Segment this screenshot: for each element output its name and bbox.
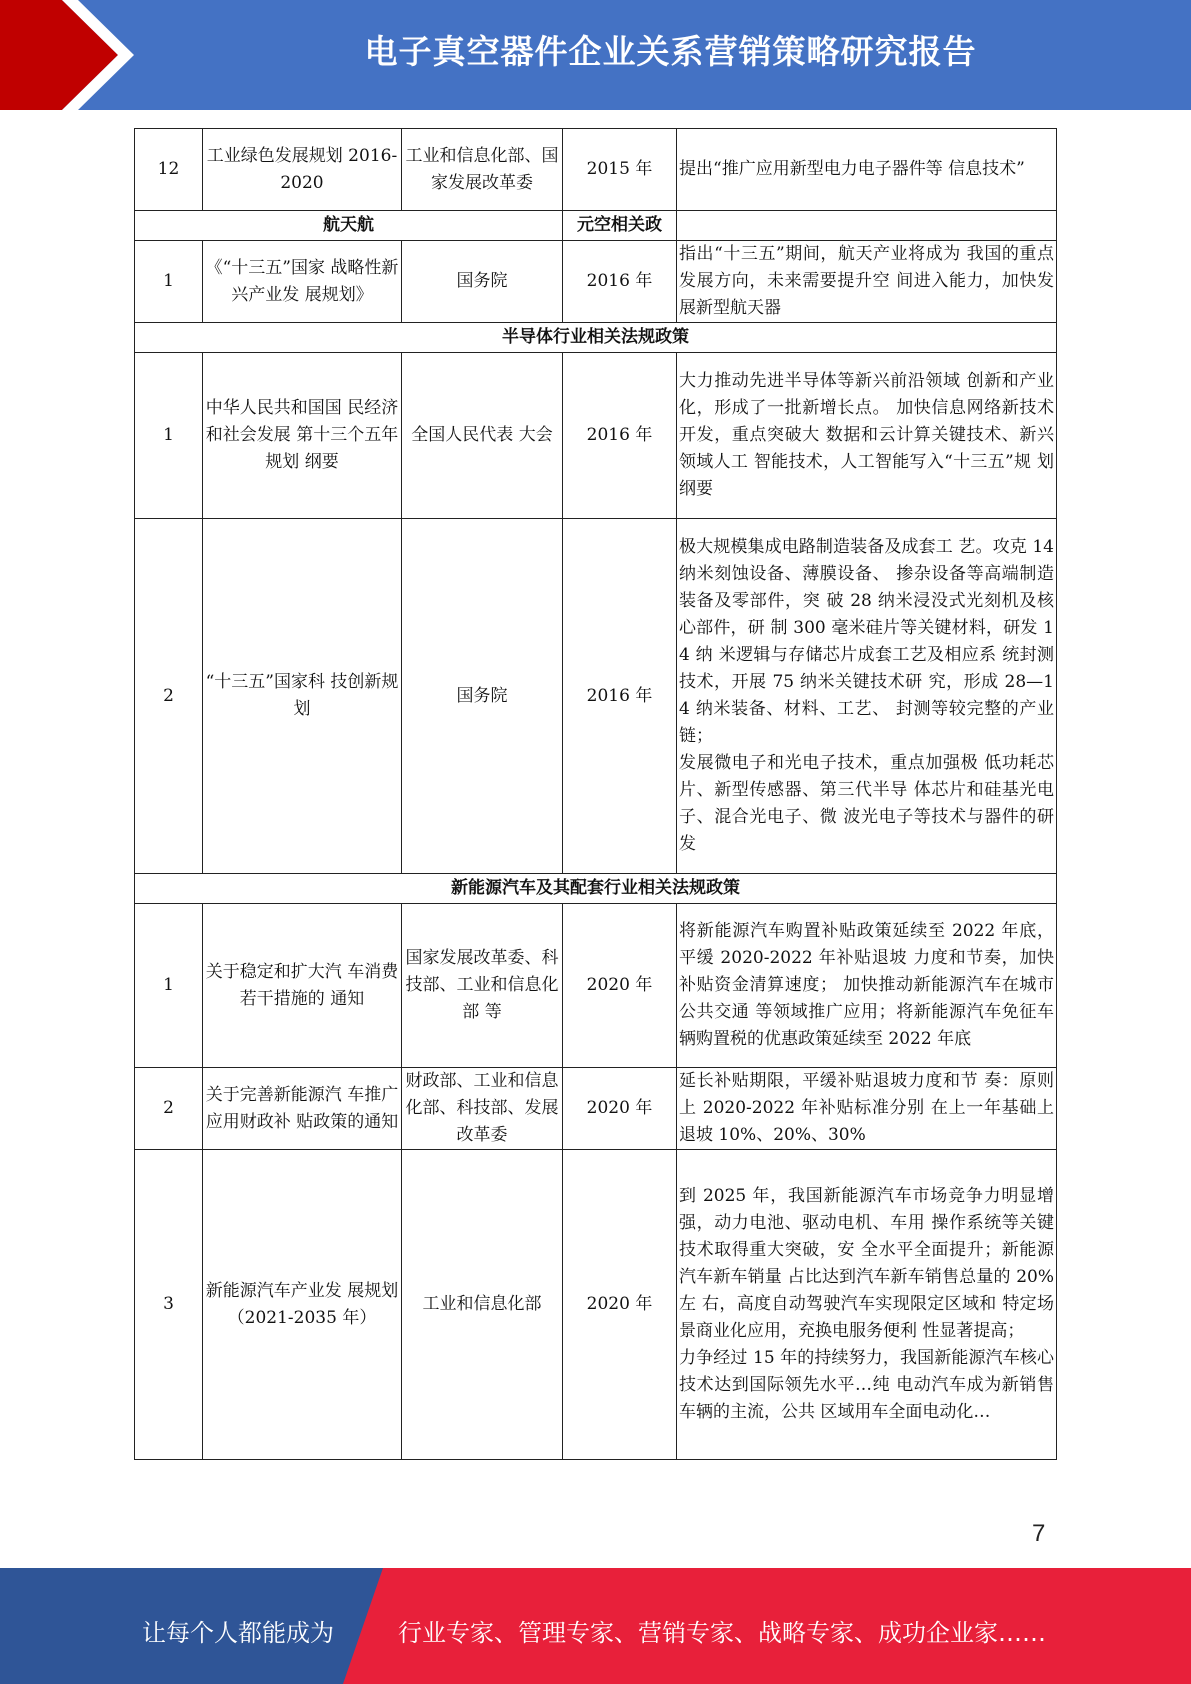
content-paragraph: 极大规模集成电路制造装备及成套工 艺。攻克 14 纳米刻蚀设备、薄膜设备、 掺杂设备等高端制造装备及零部件，突 破 28 纳米浸没式光刻机及核心部件，研 制 300 毫米硅片等关键材料，研发 14 纳 米逻辑与存储芯片成套工艺及相应系 统封测技术，开展 75 纳米关键技术研 究，形成 28—14 纳米装备、材料、工艺、 封测等较完整的产业链； <box>679 537 1054 746</box>
issuing-org: 工业和信息化部、国家发展改革委 <box>402 129 563 211</box>
content-paragraph: 发展微电子和光电子技术，重点加强极 低功耗芯片、新型传感器、第三代半导 体芯片和硅基光电子、混合光电子、微 波光电子等技术与器件的研发 <box>679 753 1054 854</box>
section-title: 新能源汽车及其配套行业相关法规政策 <box>135 874 1057 904</box>
red-arrow-icon <box>0 0 150 110</box>
row-number: 3 <box>135 1150 203 1460</box>
policy-name: 《“十三五”国家 战略性新兴产业发 展规划》 <box>203 241 402 323</box>
policy-name: 关于完善新能源汽 车推广应用财政补 贴政策的通知 <box>203 1068 402 1150</box>
footer-slogan-left: 让每个人都能成为 <box>142 1619 334 1647</box>
issuing-org: 国家发展改革委、科技部、工业和信息化部 等 <box>402 904 563 1068</box>
issuing-org: 财政部、工业和信息化部、科技部、发展改革委 <box>402 1068 563 1150</box>
section-title: 航天航 <box>135 211 563 241</box>
policy-table <box>134 128 1057 1460</box>
table-row <box>135 1068 1057 1150</box>
section-row-semiconductor <box>135 323 1057 353</box>
content-paragraph: 到 2025 年，我国新能源汽车市场竞争力明显增强，动力电池、驱动电机、车用 操作系统等关键技术取得重大突破，安 全水平全面提升；新能源汽车新车销量 占比达到汽车新车销售总量的 20%左 右，高度自动驾驶汽车实现限定区域和 特定场景商业化应用，充换电服务便利 性显著提高； <box>679 1186 1054 1341</box>
issue-year: 2020 年 <box>563 1068 677 1150</box>
issuing-org: 全国人民代表 大会 <box>402 353 563 519</box>
report-title: 电子真空器件企业关系营销策略研究报告 <box>364 32 977 71</box>
empty-cell <box>677 211 1057 241</box>
issuing-org: 国务院 <box>402 519 563 874</box>
policy-name: 新能源汽车产业发 展规划 （2021-2035 年） <box>203 1150 402 1460</box>
row-number: 1 <box>135 353 203 519</box>
policy-content: 提出“推广应用新型电力电子器件等 信息技术” <box>677 129 1057 211</box>
row-number: 1 <box>135 241 203 323</box>
table-row <box>135 241 1057 323</box>
issue-year: 2015 年 <box>563 129 677 211</box>
footer-banner <box>0 1568 1191 1684</box>
section-title: 半导体行业相关法规政策 <box>135 323 1057 353</box>
footer-slogan-right: 行业专家、管理专家、营销专家、战略专家、成功企业家…… <box>398 1619 1046 1647</box>
table-row <box>135 353 1057 519</box>
section-row-aerospace <box>135 211 1057 241</box>
issue-year: 2020 年 <box>563 1150 677 1460</box>
content-paragraph: 力争经过 15 年的持续努力，我国新能源汽车核心技术达到国际领先水平…纯 电动汽车成为新销售车辆的主流，公共 区域用车全面电动化… <box>679 1348 1054 1422</box>
policy-content: 将新能源汽车购置补贴政策延续至 2022 年底，平缓 2020-2022 年补贴退坡 力度和节奏，加快补贴资金清算速度； 加快推动新能源汽车在城市公共交通 等领域推广应用；将新能源汽车免征车 辆购置税的优惠政策延续至 2022 年底 <box>677 904 1057 1068</box>
header-bar <box>0 0 1191 110</box>
policy-content: 大力推动先进半导体等新兴前沿领域 创新和产业化，形成了一批新增长点。 加快信息网络新技术开发，重点突破大 数据和云计算关键技术、新兴领域人工 智能技术，人工智能写入“十三五”规 划纲要 <box>677 353 1057 519</box>
issuing-org: 国务院 <box>402 241 563 323</box>
issue-year: 2016 年 <box>563 241 677 323</box>
table-row <box>135 129 1057 211</box>
policy-name: 中华人民共和国国 民经济和社会发展 第十三个五年规划 纲要 <box>203 353 402 519</box>
table-row <box>135 1150 1057 1460</box>
issue-year: 2016 年 <box>563 353 677 519</box>
issuing-org: 工业和信息化部 <box>402 1150 563 1460</box>
policy-content <box>677 1150 1057 1460</box>
issue-year: 2016 年 <box>563 519 677 874</box>
section-row-nev <box>135 874 1057 904</box>
policy-content <box>677 519 1057 874</box>
policy-content: 指出“十三五”期间，航天产业将成为 我国的重点发展方向，未来需要提升空 间进入能力，加快发展新型航天器 <box>677 241 1057 323</box>
policy-name: 工业绿色发展规划 2016-2020 <box>203 129 402 211</box>
row-number: 2 <box>135 519 203 874</box>
page-number: 7 <box>1032 1520 1046 1547</box>
policy-content: 延长补贴期限，平缓补贴退坡力度和节 奏：原则上 2020-2022 年补贴标准分别 在上一年基础上退坡 10%、20%、30% <box>677 1068 1057 1150</box>
table-row <box>135 904 1057 1068</box>
section-title-continued: 元空相关政 <box>563 211 677 241</box>
row-number: 1 <box>135 904 203 1068</box>
policy-name: “十三五”国家科 技创新规划 <box>203 519 402 874</box>
row-number: 2 <box>135 1068 203 1150</box>
policy-name: 关于稳定和扩大汽 车消费若干措施的 通知 <box>203 904 402 1068</box>
row-number: 12 <box>135 129 203 211</box>
issue-year: 2020 年 <box>563 904 677 1068</box>
table-row <box>135 519 1057 874</box>
